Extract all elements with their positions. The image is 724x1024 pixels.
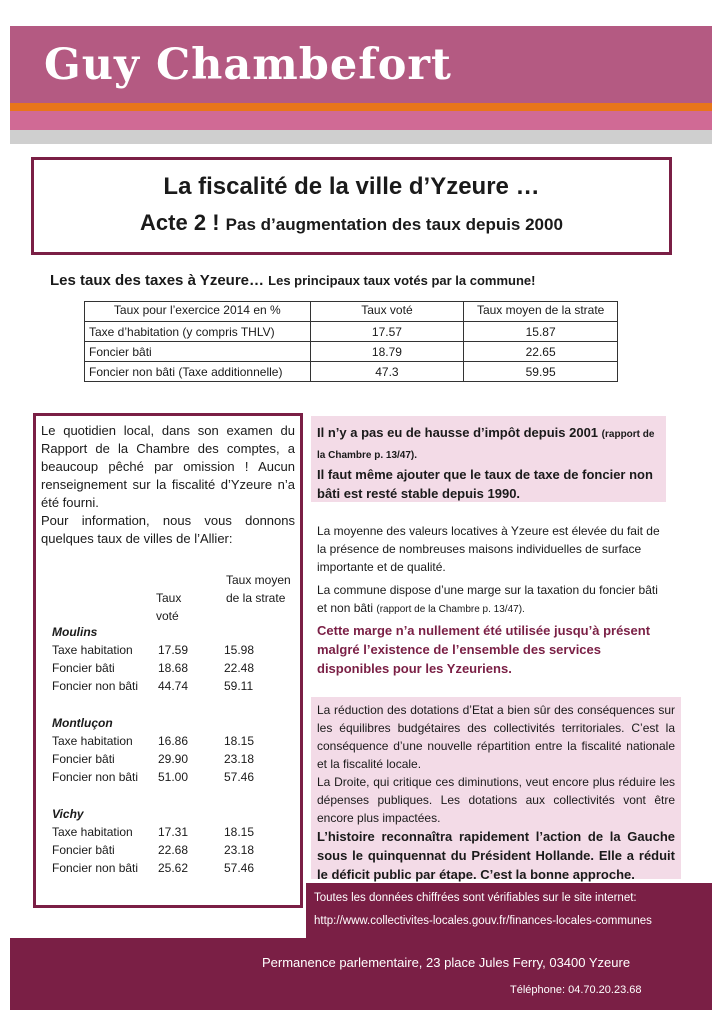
rates-col-voted: Taux voté xyxy=(310,302,464,322)
margin-statement: La commune dispose d’une marge sur la taxation du foncier bâti et non bâti xyxy=(317,583,658,615)
tax-voted: 17.59 xyxy=(158,643,189,657)
rate-label: Foncier bâti xyxy=(85,342,311,362)
list-item xyxy=(52,841,288,859)
list-item xyxy=(52,732,288,750)
no-increase-statement: Il n’y a pas eu de hausse d’impôt depuis 2001 xyxy=(317,425,599,440)
footer-address: Permanence parlementaire, 23 place Jules Ferry, 03400 Yzeure xyxy=(262,955,631,970)
tax-voted: 25.62 xyxy=(158,861,189,875)
table-row xyxy=(85,342,618,362)
rate-voted: 17.57 xyxy=(310,322,464,342)
tax-label: Taxe habitation xyxy=(52,825,133,839)
source-box xyxy=(306,883,712,938)
tax-voted: 29.90 xyxy=(158,752,189,766)
rate-voted: 47.3 xyxy=(310,362,464,382)
city-name: Montluçon xyxy=(52,716,113,730)
rates-col-average: Taux moyen de la strate xyxy=(464,302,618,322)
table-row xyxy=(85,322,618,342)
tax-average: 18.15 xyxy=(224,825,255,839)
city-block-moulins xyxy=(52,623,288,695)
tax-label: Foncier bâti xyxy=(52,752,115,766)
rates-table xyxy=(84,301,618,382)
city-block-vichy xyxy=(52,805,288,877)
margin-paragraph xyxy=(311,581,666,619)
tax-label: Foncier bâti xyxy=(52,843,115,857)
allier-cities-box xyxy=(33,413,303,908)
cities-col-voted: Taux voté xyxy=(156,591,182,623)
tax-label: Taxe habitation xyxy=(52,643,133,657)
table-row xyxy=(85,362,618,382)
tax-average: 23.18 xyxy=(224,843,255,857)
city-name: Moulins xyxy=(52,625,98,639)
title-act: Acte 2 ! xyxy=(140,210,220,235)
rental-values-paragraph: La moyenne des valeurs locatives à Yzeure est élevée du fait de la présence de nombreuses maisons individuelles de surface importante et de qualité. xyxy=(317,524,660,574)
state-allocations-box xyxy=(311,697,681,882)
margin-reference: (rapport de la Chambre p. 13/47). xyxy=(376,604,525,615)
tax-voted: 51.00 xyxy=(158,770,189,784)
rates-heading-sub: Les principaux taux votés par la commune! xyxy=(268,273,536,288)
rate-label: Foncier non bâti (Taxe additionnelle) xyxy=(85,362,311,382)
tax-average: 59.11 xyxy=(224,679,254,693)
tax-label: Taxe habitation xyxy=(52,734,133,748)
stable-rate-statement: Il faut même ajouter que le taux de taxe de foncier non bâti est resté stable depuis 1990. xyxy=(317,467,653,501)
gray-stripe xyxy=(10,130,712,144)
no-tax-increase-box xyxy=(311,416,666,502)
list-item xyxy=(52,659,288,677)
list-item xyxy=(52,677,288,695)
tax-average: 23.18 xyxy=(224,752,255,766)
city-block-montlucon xyxy=(52,714,288,786)
tax-voted: 16.86 xyxy=(158,734,189,748)
pink-stripe xyxy=(10,111,712,130)
header-name: Guy Chambefort xyxy=(44,40,452,90)
allocations-paragraph: La réduction des dotations d’Etat a bien sûr des conséquences sur les équilibres budgétaires des collectivités territoriales. C’est la conséquence d’une nouvelle répartition entre la fiscalité nationale et la fiscalité locale. xyxy=(317,703,675,771)
rates-col-exercise: Taux pour l’exercice 2014 en % xyxy=(85,302,311,322)
city-name: Vichy xyxy=(52,807,84,821)
rates-header-row xyxy=(85,302,618,322)
title-line-2 xyxy=(34,210,669,236)
tax-average: 15.98 xyxy=(224,643,255,657)
tax-voted: 17.31 xyxy=(158,825,189,839)
tax-average: 57.46 xyxy=(224,770,255,784)
rate-average: 22.65 xyxy=(464,342,618,362)
rates-heading-main: Les taux des taxes à Yzeure… xyxy=(50,272,264,289)
list-item xyxy=(52,750,288,768)
left-intro: Le quotidien local, dans son examen du Rapport de la Chambre des comptes, a beaucoup pêché par omission ! Aucun renseignement sur la fiscalité d’Yzeure n’a été fourni. xyxy=(41,423,295,510)
tax-label: Foncier non bâti xyxy=(52,770,139,784)
tax-label: Foncier non bâti xyxy=(52,861,139,875)
left-info: Pour information, nous vous donnons quelques taux de villes de l’Allier: xyxy=(41,513,295,546)
tax-label: Foncier bâti xyxy=(52,661,115,675)
orange-stripe xyxy=(10,103,712,111)
tax-label: Foncier non bâti xyxy=(52,679,139,693)
left-action-paragraph: L’histoire reconnaîtra rapidement l’action de la Gauche sous le quinquennat du Président Hollande. Elle a réduit le déficit public par étape. C’est la bonne approche. xyxy=(317,829,675,882)
right-wing-paragraph: La Droite, qui critique ces diminutions, veut encore plus réduire les dépenses publiques. Les dotations aux collectivités vont être encore plus impactées. xyxy=(317,775,675,825)
tax-voted: 44.74 xyxy=(158,679,189,693)
rate-average: 15.87 xyxy=(464,322,618,342)
margin-unused-paragraph: Cette marge n’a nullement été utilisée jusqu’à présent malgré l’existence de l’ensemble des services disponibles pour les Yzeuriens. xyxy=(317,623,651,676)
no-increase-reference: (rapport de la Chambre p. 13/47). xyxy=(317,429,655,461)
tax-voted: 22.68 xyxy=(158,843,189,857)
list-item xyxy=(52,859,288,877)
rate-voted: 18.79 xyxy=(310,342,464,362)
rate-label: Taxe d’habitation (y compris THLV) xyxy=(85,322,311,342)
list-item xyxy=(52,823,288,841)
list-item xyxy=(52,641,288,659)
cities-col-average: Taux moyen de la strate xyxy=(226,573,291,605)
source-link[interactable]: http://www.collectivites-locales.gouv.fr/finances-locales-communes xyxy=(314,915,652,927)
tax-average: 18.15 xyxy=(224,734,255,748)
footer-phone: Téléphone: 04.70.20.23.68 xyxy=(510,984,642,996)
title-subtitle: Pas d’augmentation des taux depuis 2000 xyxy=(225,215,563,234)
title-box xyxy=(31,157,672,255)
title-line-1: La fiscalité de la ville d’Yzeure … xyxy=(163,173,540,200)
tax-voted: 18.68 xyxy=(158,661,189,675)
source-text: Toutes les données chiffrées sont vérifiables sur le site internet: xyxy=(314,892,637,904)
tax-average: 22.48 xyxy=(224,661,255,675)
tax-average: 57.46 xyxy=(224,861,255,875)
rates-heading xyxy=(50,272,535,289)
rate-average: 59.95 xyxy=(464,362,618,382)
list-item xyxy=(52,768,288,786)
footer xyxy=(10,938,712,1010)
